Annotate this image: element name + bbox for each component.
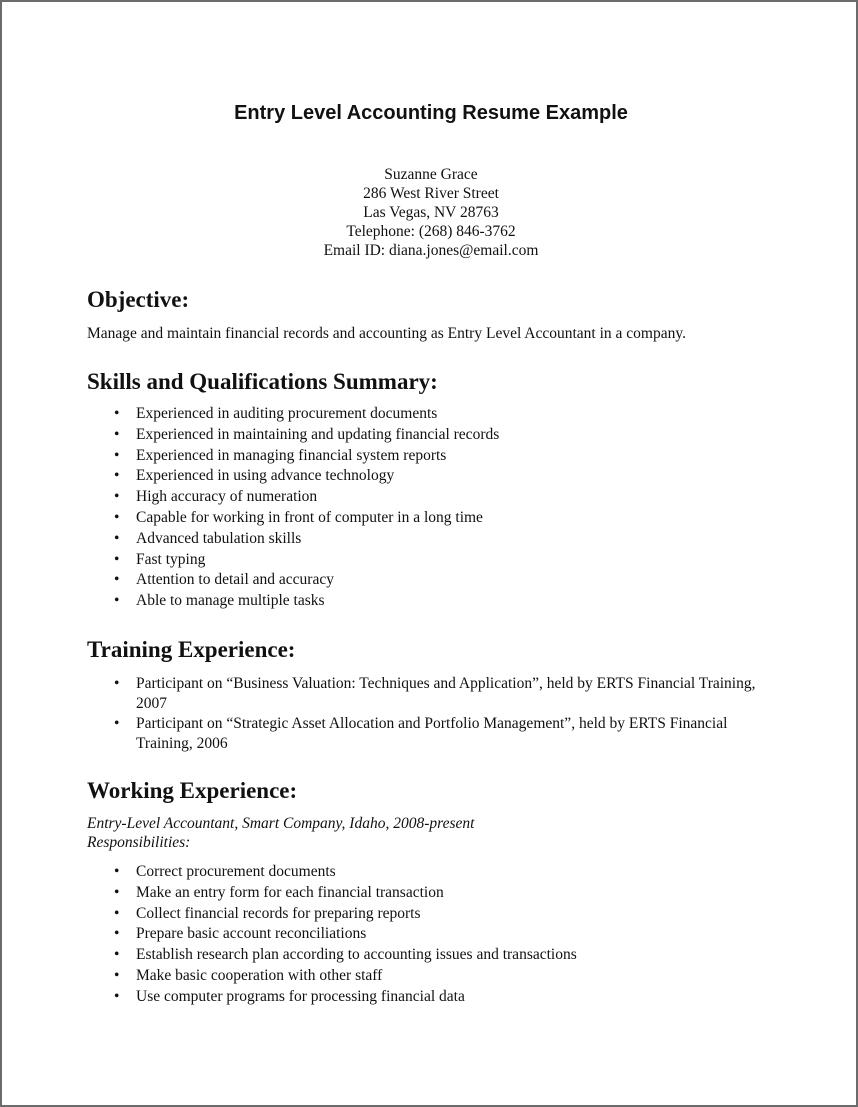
skills-list [112, 404, 499, 612]
list-item: • Make an entry form for each financial transaction [112, 883, 577, 904]
responsibilities-label: Responsibilities: [87, 834, 191, 851]
list-item: • Experienced in using advance technology [112, 466, 499, 487]
list-item: • Advanced tabulation skills [112, 529, 499, 550]
training-list [112, 674, 776, 754]
list-item: • Collect financial records for preparing reports [112, 904, 577, 925]
document-title: Entry Level Accounting Resume Example [234, 102, 628, 124]
contact-telephone: Telephone: (268) 846-3762 [346, 223, 516, 240]
list-item: • Correct procurement documents [112, 862, 577, 883]
contact-email: Email ID: diana.jones@email.com [323, 242, 539, 259]
contact-city: Las Vegas, NV 28763 [363, 204, 499, 221]
list-item: • Participant on “Business Valuation: Techniques and Application”, held by ERTS Financial Training, 2007 [112, 674, 776, 713]
list-item: • High accuracy of numeration [112, 487, 499, 508]
position-line: Entry-Level Accountant, Smart Company, Idaho, 2008-present [87, 815, 475, 832]
list-item: • Experienced in maintaining and updating financial records [112, 425, 499, 446]
contact-name: Suzanne Grace [384, 166, 478, 183]
list-item: • Able to manage multiple tasks [112, 591, 499, 612]
list-item: • Attention to detail and accuracy [112, 570, 499, 591]
list-item: • Experienced in auditing procurement documents [112, 404, 499, 425]
list-item: • Participant on “Strategic Asset Allocation and Portfolio Management”, held by ERTS Financial Training, 2006 [112, 714, 776, 753]
objective-text: Manage and maintain financial records and accounting as Entry Level Accountant in a company. [87, 325, 686, 342]
list-item: • Prepare basic account reconciliations [112, 924, 577, 945]
list-item: • Establish research plan according to accounting issues and transactions [112, 945, 577, 966]
list-item: • Fast typing [112, 550, 499, 571]
list-item: • Experienced in managing financial system reports [112, 446, 499, 467]
objective-heading: Objective: [87, 287, 190, 312]
working-heading: Working Experience: [87, 778, 298, 803]
responsibilities-list [112, 862, 577, 1008]
skills-heading: Skills and Qualifications Summary: [87, 369, 438, 394]
list-item: • Use computer programs for processing financial data [112, 987, 577, 1008]
contact-street: 286 West River Street [363, 185, 499, 202]
training-heading: Training Experience: [87, 637, 296, 662]
contact-block [2, 165, 858, 260]
list-item: • Make basic cooperation with other staff [112, 966, 577, 987]
list-item: • Capable for working in front of computer in a long time [112, 508, 499, 529]
